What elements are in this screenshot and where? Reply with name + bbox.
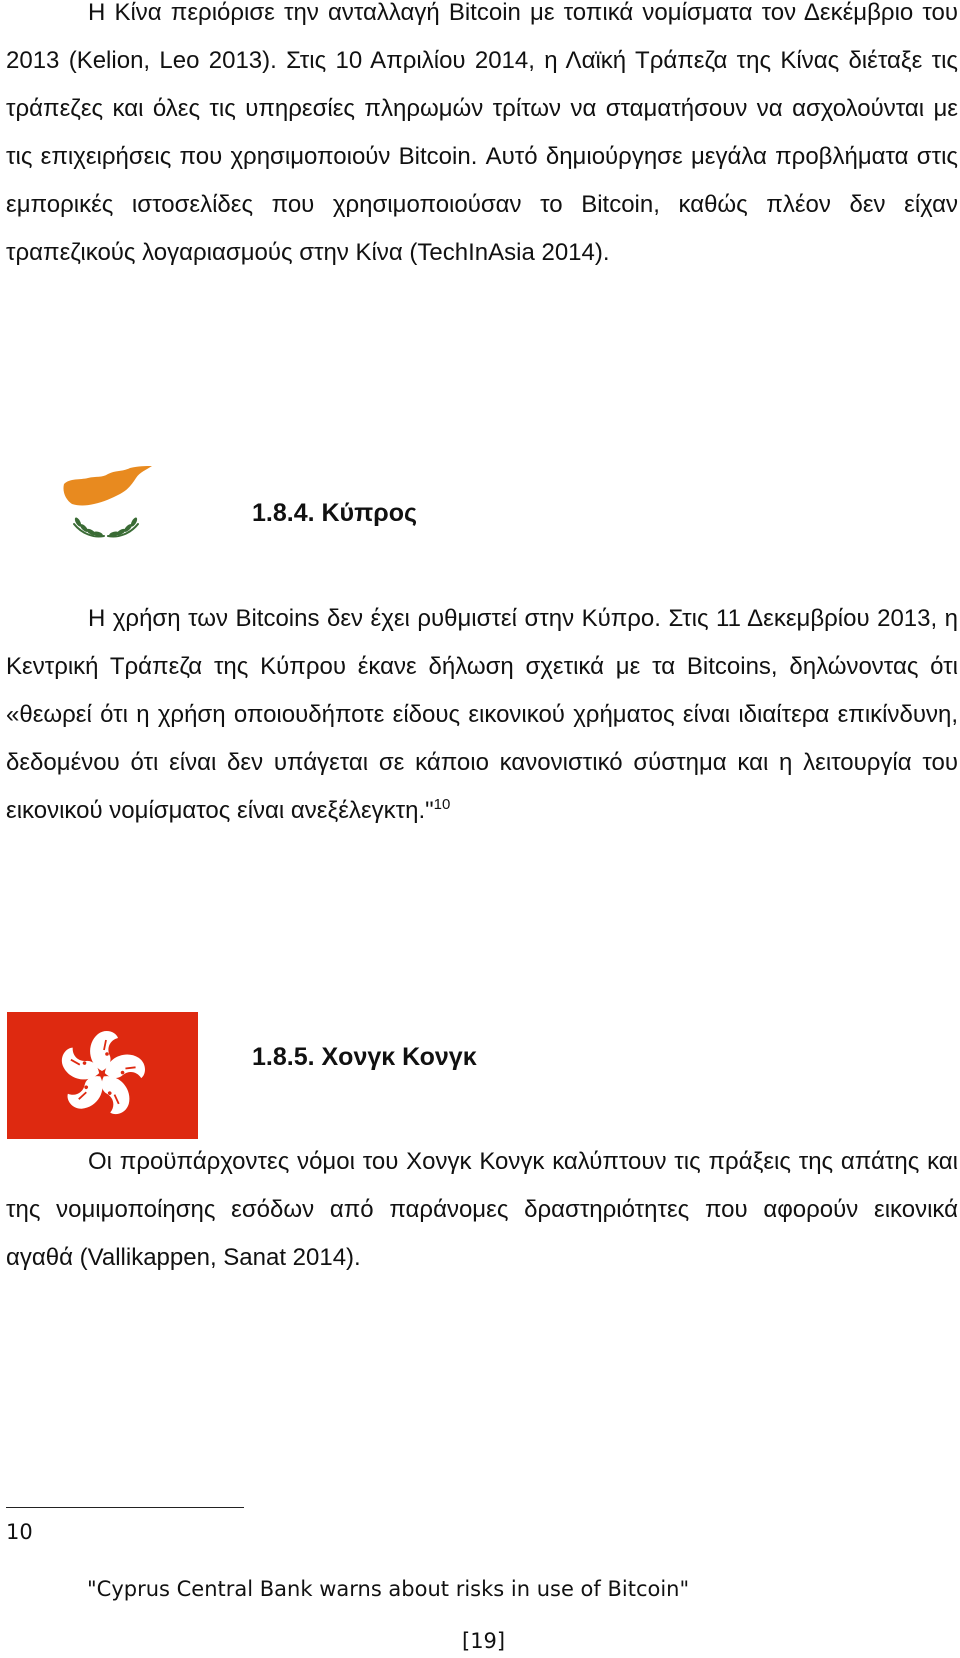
flag-background <box>7 1012 198 1139</box>
section-heading-hong-kong: 1.8.5. Χονγκ Κονγκ <box>252 1043 477 1071</box>
page-number: [19] <box>462 1629 506 1653</box>
cyprus-paragraph <box>6 595 958 835</box>
footnote-reference[interactable]: 10 <box>433 796 451 813</box>
footnote-separator <box>6 1507 244 1508</box>
hong-kong-paragraph: Οι προϋπάρχοντες νόμοι του Χονγκ Κονγκ καλύπτουν τις πράξεις της απάτης και της νομιμοποίησης εσόδων από παράνομες δραστηριότητες που αφορούν εικονικά αγαθά (Vallikappen, Sanat 2014). <box>6 1148 958 1271</box>
cyprus-flag-icon <box>60 466 154 546</box>
china-paragraph: Η Κίνα περιόρισε την ανταλλαγή Bitcoin με τοπικά νομίσματα τον Δεκέμβριο του 2013 (Kelion, Leo 2013). Στις 10 Απριλίου 2014, η Λαϊκή Τράπεζα της Κίνας διέταξε τις τράπεζες και όλες τις υπηρεσίες πληρωμών τρίτων να σταματήσουν να ασχολούνται με τις επιχειρήσεις που χρησιμοποιούν Bitcoin. Αυτό δημιούργησε μεγάλα προβλήματα στις εμπορικές ιστοσελίδες που χρησιμοποιούσαν το Bitcoin, καθώς πλέον δεν είχαν τραπεζικούς λογαριασμούς στην Κίνα (TechInAsia 2014). <box>6 0 958 266</box>
hong-kong-flag-icon <box>7 1012 198 1139</box>
section-heading-cyprus: 1.8.4. Κύπρος <box>252 499 417 527</box>
footnote-number: 10 <box>6 1520 33 1544</box>
cyprus-map-shape <box>63 466 152 506</box>
cyprus-paragraph-text: Η χρήση των Bitcoins δεν έχει ρυθμιστεί στην Κύπρο. Στις 11 Δεκεμβρίου 2013, η Κεντρική Τράπεζα της Κύπρου έκανε δήλωση σχετικά με τα Bitcoins, δηλώνοντας ότι «θεωρεί ότι η χρήση οποιουδήποτε είδους εικονικού χρήματος είναι ιδιαίτερα επικίνδυνη, δεδομένου ότι είναι δεν υπάγεται σε κάποιο κανονιστικό σύστημα και η λειτουργία του εικονικού νομίσματος είναι ανεξέλεγκτη." <box>6 605 958 824</box>
footnote-text: "Cyprus Central Bank warns about risks in use of Bitcoin" <box>87 1577 690 1601</box>
olive-branches-icon <box>74 517 139 538</box>
